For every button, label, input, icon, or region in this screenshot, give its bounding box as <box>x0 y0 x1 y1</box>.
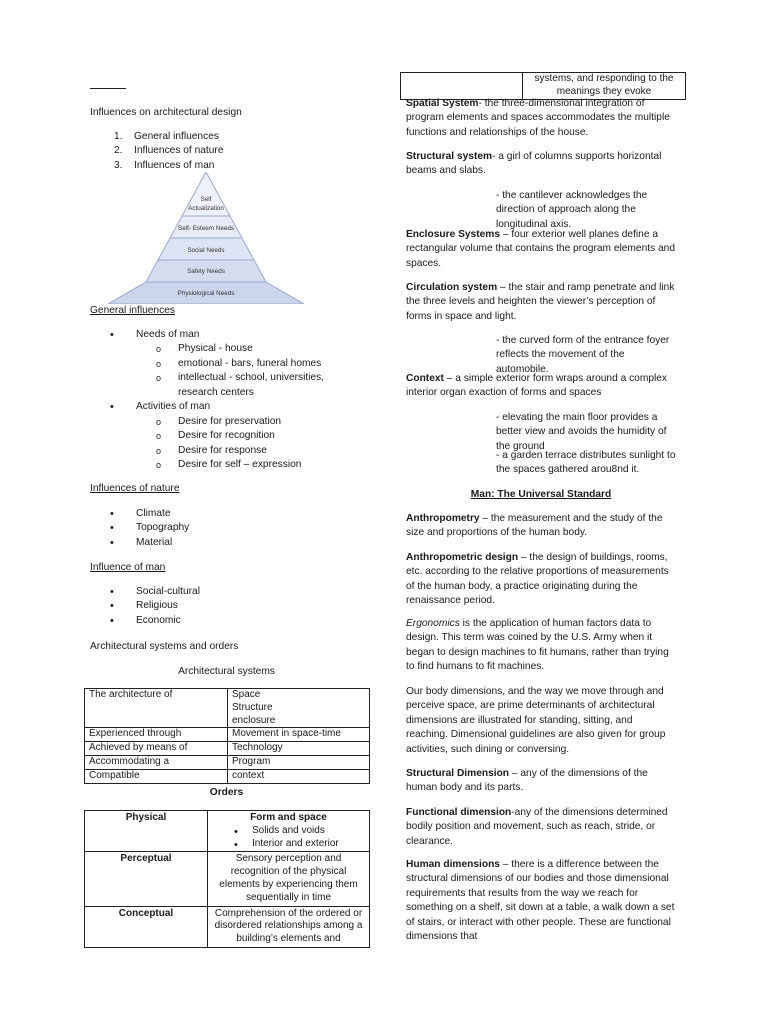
list-item: • Needs of man o Physical - house o emotional - bars, funeral homes o intellectual - school, universities, research centers <box>110 328 380 400</box>
table-cell: Form and space • Solids and voids • Interior and exterior <box>208 811 370 852</box>
table-cell <box>401 73 523 100</box>
list-item: 1. General influences <box>114 131 219 142</box>
list-item: • Solids and voids <box>234 825 365 838</box>
table-row <box>85 906 370 947</box>
ergonomics-paragraph: Ergonomics is the application of human factors data to design. This term was coined by the U.S. Army when it began to design machines to fit humans, rather than trying to find humans to fit machines. <box>406 618 669 673</box>
pyramid-label-physiological: Physiological Needs <box>177 290 235 297</box>
list-item: o Desire for preservation <box>156 415 380 429</box>
general-influences-list <box>110 328 380 473</box>
table-cell: Comprehension of the ordered or disordered relationships among a building’s elements and <box>208 906 370 947</box>
table-cell: Movement in space-time <box>228 728 370 742</box>
anthropometric-design-paragraph: Anthropometric design – the design of buildings, rooms, etc. according to the relative proportions of measurements of the human body, a practice originating during the renaissance period. <box>406 552 669 607</box>
table-cell: Conceptual <box>85 906 208 947</box>
table-cell: Achieved by means of <box>85 742 228 756</box>
table-row <box>85 755 370 769</box>
needs-pyramid-diagram <box>108 172 304 304</box>
orders-title: Orders <box>209 787 244 798</box>
table-row <box>85 742 370 756</box>
list-item: o Physical - house <box>156 342 380 356</box>
circulation-paragraph: Circulation system – the stair and ramp penetrate and link the three levels and heighten the viewer’s perception of forms in space and light. <box>406 282 675 322</box>
list-item: • Material <box>110 536 189 550</box>
table-cell: Technology <box>228 742 370 756</box>
structural-system-paragraph: Structural system- a girl of columns supports horizontal beams and slabs. <box>406 151 662 177</box>
table-cell: context <box>228 769 370 783</box>
table-row <box>85 728 370 742</box>
needs-pyramid-svg <box>108 172 304 304</box>
terrace-paragraph: - a garden terrace distributes sunlight to the spaces gathered arou8nd it. <box>496 450 676 476</box>
list-item: • Economic <box>110 614 200 628</box>
table-cell: The architecture of <box>85 689 228 728</box>
table-cell: Program <box>228 755 370 769</box>
pyramid-label-safety: Safety Needs <box>187 268 225 275</box>
spatial-system-paragraph: Spatial System- the three-dimensional integration of program elements and spaces accommodates the multiple functions and relationships of the house. <box>406 98 670 138</box>
table-cell: Sensory perception and recognition of the physical elements by experiencing them sequentially in time <box>208 852 370 906</box>
pyramid-label-self: Self <box>200 196 212 203</box>
table-row <box>85 852 370 906</box>
list-item: • Climate <box>110 507 189 521</box>
general-influences-title: General influences <box>90 305 175 316</box>
table-cell: systems, and responding to the meanings they evoke <box>523 73 686 100</box>
systems-title: Architectural systems <box>178 666 275 677</box>
table-row <box>401 73 686 100</box>
table-row <box>85 769 370 783</box>
context-paragraph: Context – a simple exterior form wraps around a complex interior organ exaction of forms and spaces <box>406 373 668 399</box>
table-cell: Physical <box>85 811 208 852</box>
architectural-systems-table <box>84 688 370 784</box>
list-item: o intellectual - school, universities, research centers <box>156 371 348 400</box>
human-dimensions-paragraph: Human dimensions – there is a difference between the structural dimensions of our bodies and those dimensional requirements that results from the way we reach for something on a shelf, sit down at a table, a walk down a set of stairs, or interact with other people. These are functional dimensions that <box>406 859 675 943</box>
cantilever-paragraph: - the cantilever acknowledges the direction of approach along the longitudinal axis. <box>496 190 648 230</box>
table-row <box>85 689 370 728</box>
body-dimensions-paragraph: Our body dimensions, and the way we move through and perceive space, are prime determinants of architectural dimensions are illustrated for standing, sitting, and reaching. Dimensional guidelines are also given for group activities, such dining or conversing. <box>406 686 666 755</box>
table-cell: Space Structure enclosure <box>228 689 370 728</box>
list-item: • Social-cultural <box>110 585 200 599</box>
orders-table <box>84 810 370 948</box>
header-rule <box>90 88 126 89</box>
table-cell: Experienced through <box>85 728 228 742</box>
table-cell: Accommodating a <box>85 755 228 769</box>
continued-table <box>400 72 686 100</box>
pyramid-label-actualization: Actualization <box>188 205 224 212</box>
nature-list <box>110 507 189 550</box>
list-item: • Religious <box>110 599 200 613</box>
pyramid-label-social: Social Needs <box>187 247 225 254</box>
pyramid-label-self-esteem: Self- Esteem Needs <box>178 225 234 232</box>
nature-title: Influences of nature <box>90 483 180 494</box>
list-item: o emotional - bars, funeral homes <box>156 357 380 371</box>
elevating-paragraph: - elevating the main floor provides a better view and avoids the humidity of the ground <box>496 412 667 452</box>
influences-numbered-list <box>114 130 223 173</box>
list-item: o Desire for self – expression <box>156 458 380 472</box>
influences-heading: Influences on architectural design <box>90 107 242 118</box>
enclosure-paragraph: Enclosure Systems – four exterior well planes define a rectangular volume that contains the program elements and spaces. <box>406 229 675 269</box>
systems-orders-heading: Architectural systems and orders <box>90 641 239 652</box>
list-item: • Activities of man o Desire for preservation o Desire for recognition o Desire for response o Desire for self – expression <box>110 400 380 472</box>
list-item: o Desire for recognition <box>156 429 380 443</box>
curved-form-paragraph: - the curved form of the entrance foyer reflects the movement of the automobile. <box>496 335 670 375</box>
man-title: Influence of man <box>90 562 166 573</box>
table-row <box>85 811 370 852</box>
list-item: 2. Influences of nature <box>114 145 224 157</box>
man-universal-standard-heading: Man: The Universal Standard <box>470 489 612 500</box>
list-item: 3. Influences of man <box>114 159 215 171</box>
table-cell: Perceptual <box>85 852 208 906</box>
functional-dimension-paragraph: Functional dimension-any of the dimensions determined bodily position and movement, such as reach, stride, or clearance. <box>406 807 668 847</box>
list-item: o Desire for response <box>156 444 380 458</box>
list-item: • Topography <box>110 521 189 535</box>
man-list <box>110 585 200 628</box>
list-item: • Interior and exterior <box>234 838 365 851</box>
table-cell: Compatible <box>85 769 228 783</box>
structural-dimension-paragraph: Structural Dimension – any of the dimensions of the human body and its parts. <box>406 768 648 794</box>
anthropometry-paragraph: Anthropometry – the measurement and the study of the size and proportions of the human body. <box>406 513 663 539</box>
